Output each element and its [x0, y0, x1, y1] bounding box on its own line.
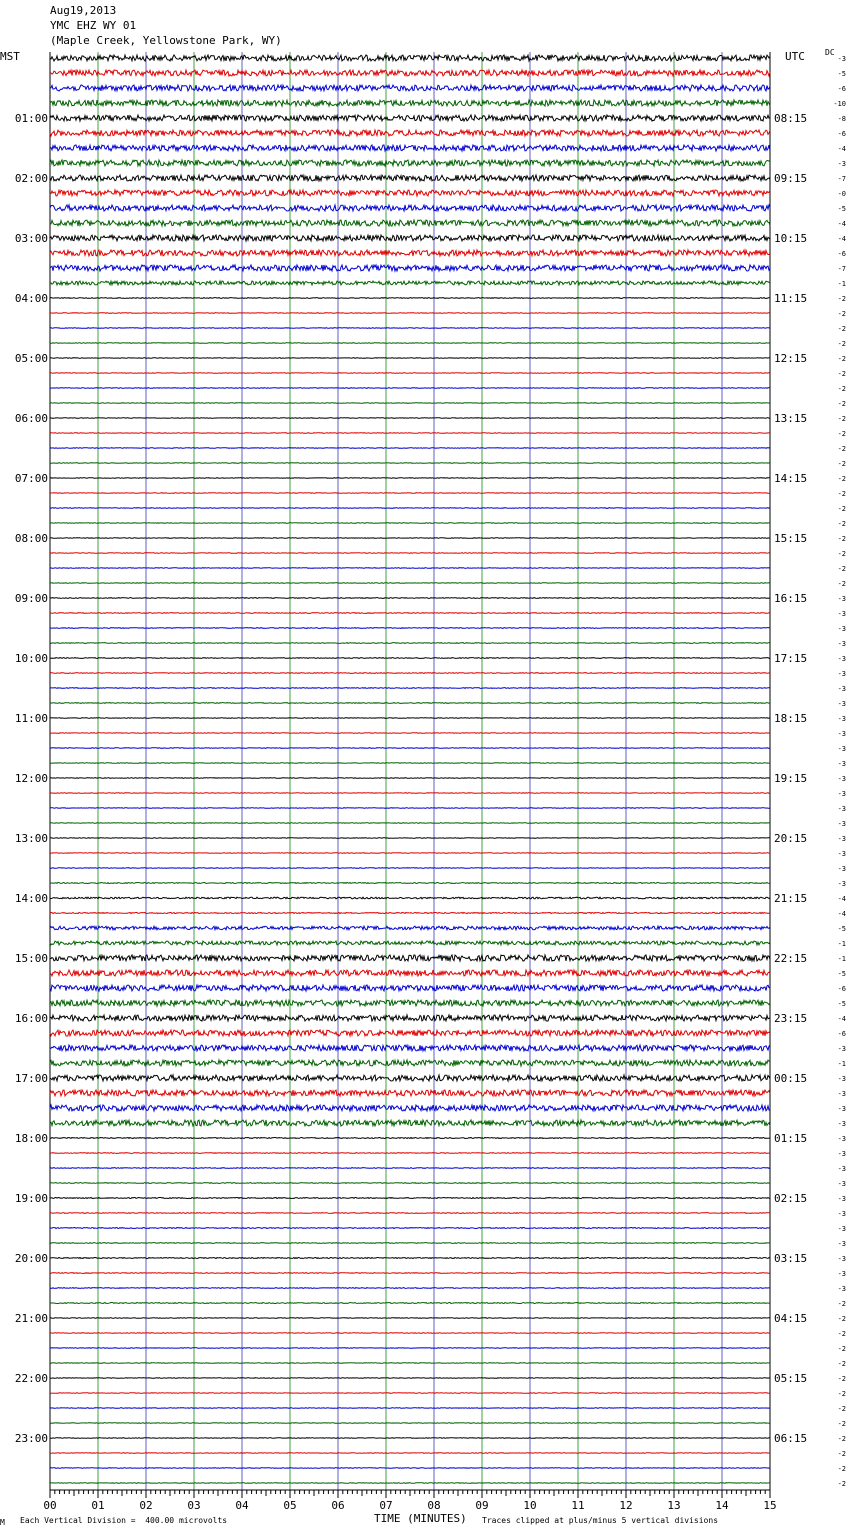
dc-offset-label: -4	[837, 145, 846, 153]
seismic-trace	[50, 70, 770, 76]
dc-offset-label: -3	[837, 790, 846, 798]
corner-mark: M	[0, 1518, 5, 1527]
seismic-trace	[50, 718, 770, 719]
dc-offset-label: -4	[837, 895, 846, 903]
dc-offset-label: -2	[837, 505, 846, 513]
station-code: YMC EHZ WY 01	[50, 19, 137, 32]
right-timezone-label: UTC	[785, 50, 805, 63]
dc-offset-label: -3	[837, 1180, 846, 1188]
mst-hour-label: 19:00	[14, 1192, 48, 1205]
x-tick-label: 09	[475, 1499, 489, 1512]
utc-hour-label: 10:15	[774, 232, 808, 245]
seismic-trace	[50, 1468, 770, 1469]
dc-offset-label: -1	[837, 280, 846, 288]
dc-offset-label: -7	[837, 175, 846, 183]
dc-offset-label: -5	[837, 205, 846, 213]
seismic-trace	[50, 853, 770, 854]
seismic-trace	[50, 1090, 770, 1096]
utc-hour-label: 18:15	[774, 712, 808, 725]
seismic-trace	[50, 1423, 770, 1424]
seismic-trace	[50, 703, 770, 704]
seismic-trace	[50, 955, 770, 961]
x-tick-label: 08	[427, 1499, 441, 1512]
x-tick-label: 05	[283, 1499, 297, 1512]
dc-offset-label: -3	[837, 850, 846, 858]
dc-offset-label: -2	[837, 1480, 846, 1488]
dc-offset-label: -6	[837, 1030, 846, 1038]
seismic-trace	[50, 1015, 770, 1021]
dc-offset-label: -3	[837, 1135, 846, 1143]
mst-hour-label: 01:00	[14, 112, 48, 125]
dc-offset-label: -1	[837, 940, 846, 948]
seismic-trace	[50, 1138, 770, 1139]
seismic-trace	[50, 1075, 770, 1081]
mst-hour-label: 18:00	[14, 1132, 48, 1145]
mst-hour-label: 11:00	[14, 712, 48, 725]
dc-offset-label: -6	[837, 130, 846, 138]
seismic-trace	[50, 985, 770, 991]
dc-offset-label: -3	[837, 1255, 846, 1263]
dc-offset-label: -2	[837, 355, 846, 363]
seismic-trace	[50, 373, 770, 374]
dc-offset-label: -2	[837, 310, 846, 318]
dc-offset-label: -2	[837, 445, 846, 453]
seismic-trace	[50, 643, 770, 644]
dc-offset-label: -3	[837, 820, 846, 828]
seismic-trace	[50, 538, 770, 539]
dc-offset-label: -2	[837, 1450, 846, 1458]
seismic-trace	[50, 1213, 770, 1214]
utc-hour-label: 00:15	[774, 1072, 808, 1085]
dc-offset-label: -3	[837, 1195, 846, 1203]
seismic-trace	[50, 673, 770, 674]
seismic-trace	[50, 55, 770, 61]
dc-offset-label: -8	[837, 115, 846, 123]
seismic-trace	[50, 343, 770, 344]
station-location: (Maple Creek, Yellowstone Park, WY)	[50, 34, 282, 47]
seismic-trace	[50, 778, 770, 779]
seismic-trace	[50, 281, 770, 285]
seismic-trace	[50, 298, 770, 299]
mst-hour-label: 10:00	[14, 652, 48, 665]
seismic-trace	[50, 418, 770, 419]
dc-offset-label: -3	[837, 610, 846, 618]
utc-hour-label: 09:15	[774, 172, 808, 185]
dc-offset-label: -2	[837, 475, 846, 483]
mst-hour-label: 07:00	[14, 472, 48, 485]
seismic-trace	[50, 658, 770, 659]
dc-offset-label: -3	[837, 1120, 846, 1128]
x-tick-label: 14	[715, 1499, 729, 1512]
dc-offset-label: -3	[837, 805, 846, 813]
dc-offset-label: -2	[837, 565, 846, 573]
seismic-trace	[50, 1030, 770, 1036]
seismic-trace	[50, 403, 770, 404]
seismic-trace	[50, 388, 770, 389]
utc-hour-label: 19:15	[774, 772, 808, 785]
x-axis-title: TIME (MINUTES)	[374, 1512, 467, 1525]
utc-hour-label: 04:15	[774, 1312, 808, 1325]
seismic-trace	[50, 1408, 770, 1409]
utc-hour-label: 02:15	[774, 1192, 808, 1205]
dc-offset-label: -2	[837, 535, 846, 543]
dc-offset-label: -3	[837, 670, 846, 678]
seismic-trace	[50, 1363, 770, 1364]
seismic-trace	[50, 688, 770, 689]
dc-offset-label: -6	[837, 985, 846, 993]
seismic-trace	[50, 175, 770, 181]
seismic-trace	[50, 733, 770, 734]
seismic-trace	[50, 1348, 770, 1349]
dc-offset-label: -2	[837, 1390, 846, 1398]
seismic-trace	[50, 220, 770, 226]
dc-offset-label: -3	[837, 835, 846, 843]
utc-hour-label: 15:15	[774, 532, 808, 545]
dc-offset-label: -3	[837, 865, 846, 873]
dc-offset-label: -2	[837, 1360, 846, 1368]
seismic-trace	[50, 808, 770, 809]
dc-offset-label: -3	[837, 700, 846, 708]
seismic-trace	[50, 941, 770, 945]
seismic-trace	[50, 1105, 770, 1111]
dc-offset-label: -2	[837, 580, 846, 588]
dc-offset-label: -4	[837, 235, 846, 243]
utc-hour-label: 22:15	[774, 952, 808, 965]
x-tick-label: 06	[331, 1499, 345, 1512]
seismic-trace	[50, 1153, 770, 1154]
seismic-trace	[50, 145, 770, 151]
mst-hour-label: 02:00	[14, 172, 48, 185]
x-tick-label: 12	[619, 1499, 633, 1512]
seismic-trace	[50, 463, 770, 464]
dc-offset-label: -2	[837, 460, 846, 468]
dc-offset-label: -3	[837, 745, 846, 753]
seismic-trace	[50, 1303, 770, 1304]
seismic-trace	[50, 613, 770, 614]
seismic-trace	[50, 115, 770, 121]
dc-offset-label: -3	[837, 595, 846, 603]
mst-hour-label: 06:00	[14, 412, 48, 425]
utc-hour-label: 21:15	[774, 892, 808, 905]
seismic-trace	[50, 838, 770, 839]
seismic-trace	[50, 1228, 770, 1229]
seismic-trace	[50, 553, 770, 554]
dc-offset-label: -5	[837, 70, 846, 78]
dc-offset-label: -3	[837, 730, 846, 738]
dc-offset-label: -3	[837, 1285, 846, 1293]
seismic-trace	[50, 478, 770, 479]
seismic-trace	[50, 748, 770, 749]
mst-hour-label: 16:00	[14, 1012, 48, 1025]
dc-offset-label: -3	[837, 760, 846, 768]
dc-offset-label: -3	[837, 685, 846, 693]
x-tick-label: 15	[763, 1499, 777, 1512]
dc-offset-label: -3	[837, 1105, 846, 1113]
x-tick-label: 04	[235, 1499, 249, 1512]
dc-offset-label: -2	[837, 400, 846, 408]
x-tick-label: 01	[91, 1499, 105, 1512]
seismic-trace	[50, 1120, 770, 1126]
dc-offset-label: -2	[837, 1375, 846, 1383]
dc-offset-label: -2	[837, 1330, 846, 1338]
vertical-division-note: Each Vertical Division = 400.00 microvolts	[20, 1516, 228, 1525]
dc-offset-label: -1	[837, 1060, 846, 1068]
dc-offset-label: -5	[837, 1000, 846, 1008]
dc-offset-label: -2	[837, 1405, 846, 1413]
dc-offset-label: -3	[837, 55, 846, 63]
dc-offset-label: -3	[837, 655, 846, 663]
mst-hour-label: 14:00	[14, 892, 48, 905]
seismic-trace	[50, 235, 770, 241]
dc-offset-label: -2	[837, 520, 846, 528]
dc-offset-label: -2	[837, 1420, 846, 1428]
dc-offset-label: -3	[837, 640, 846, 648]
seismic-trace	[50, 1438, 770, 1439]
seismic-trace	[50, 358, 770, 359]
x-tick-label: 03	[187, 1499, 201, 1512]
utc-hour-label: 08:15	[774, 112, 808, 125]
seismic-trace	[50, 1183, 770, 1184]
dc-offset-label: -3	[837, 1225, 846, 1233]
dc-offset-label: -3	[837, 775, 846, 783]
utc-hour-label: 03:15	[774, 1252, 808, 1265]
seismic-trace	[50, 883, 770, 884]
seismic-trace	[50, 1198, 770, 1199]
dc-offset-label: -2	[837, 385, 846, 393]
utc-hour-label: 05:15	[774, 1372, 808, 1385]
seismic-trace	[50, 970, 770, 976]
dc-offset-label: -7	[837, 265, 846, 273]
dc-offset-label: -2	[837, 1345, 846, 1353]
mst-hour-label: 15:00	[14, 952, 48, 965]
seismic-trace	[50, 448, 770, 449]
seismic-trace	[50, 328, 770, 329]
seismic-trace	[50, 628, 770, 629]
x-tick-label: 11	[571, 1499, 585, 1512]
seismic-trace	[50, 493, 770, 494]
mst-hour-label: 20:00	[14, 1252, 48, 1265]
dc-offset-label: -3	[837, 1270, 846, 1278]
mst-hour-label: 08:00	[14, 532, 48, 545]
seismic-trace	[50, 85, 770, 91]
dc-offset-label: -2	[837, 1465, 846, 1473]
seismic-trace	[50, 160, 770, 166]
dc-offset-label: -5	[837, 970, 846, 978]
seismic-trace	[50, 130, 770, 136]
dc-offset-label: -0	[837, 190, 846, 198]
utc-hour-label: 20:15	[774, 832, 808, 845]
seismic-trace	[50, 1243, 770, 1244]
mst-hour-label: 12:00	[14, 772, 48, 785]
utc-hour-label: 06:15	[774, 1432, 808, 1445]
mst-hour-label: 05:00	[14, 352, 48, 365]
seismic-trace	[50, 568, 770, 569]
mst-hour-label: 13:00	[14, 832, 48, 845]
dc-offset-label: -3	[837, 880, 846, 888]
left-timezone-label: MST	[0, 50, 20, 63]
seismic-trace	[50, 897, 770, 899]
seismic-trace	[50, 508, 770, 509]
dc-offset-label: -2	[837, 430, 846, 438]
mst-hour-label: 22:00	[14, 1372, 48, 1385]
mst-hour-label: 23:00	[14, 1432, 48, 1445]
seismic-trace	[50, 1318, 770, 1319]
seismic-trace	[50, 1273, 770, 1274]
dc-offset-label: -2	[837, 295, 846, 303]
utc-hour-label: 11:15	[774, 292, 808, 305]
x-tick-label: 00	[43, 1499, 57, 1512]
seismic-trace	[50, 1000, 770, 1006]
dc-offset-label: -3	[837, 160, 846, 168]
dc-offset-label: -2	[837, 325, 846, 333]
mst-hour-label: 17:00	[14, 1072, 48, 1085]
mst-hour-label: 03:00	[14, 232, 48, 245]
dc-offset-label: -3	[837, 1150, 846, 1158]
dc-offset-label: -2	[837, 1435, 846, 1443]
dc-offset-label: -3	[837, 1075, 846, 1083]
dc-offset-label: -10	[833, 100, 846, 108]
utc-hour-label: 13:15	[774, 412, 808, 425]
seismic-trace	[50, 1483, 770, 1484]
seismic-trace	[50, 1258, 770, 1259]
seismic-trace	[50, 523, 770, 524]
dc-offset-label: -3	[837, 715, 846, 723]
x-tick-label: 10	[523, 1499, 537, 1512]
seismic-trace	[50, 1060, 770, 1066]
utc-hour-label: 16:15	[774, 592, 808, 605]
dc-offset-label: -2	[837, 340, 846, 348]
utc-hour-label: 01:15	[774, 1132, 808, 1145]
seismic-trace	[50, 912, 770, 913]
dc-offset-label: -4	[837, 1015, 846, 1023]
seismic-trace	[50, 190, 770, 196]
dc-offset-label: -3	[837, 1210, 846, 1218]
dc-offset-label: -3	[837, 1165, 846, 1173]
seismic-trace	[50, 250, 770, 256]
utc-hour-label: 23:15	[774, 1012, 808, 1025]
dc-offset-label: -3	[837, 1045, 846, 1053]
utc-hour-label: 17:15	[774, 652, 808, 665]
x-tick-label: 07	[379, 1499, 393, 1512]
seismic-trace	[50, 1453, 770, 1454]
dc-offset-label: -2	[837, 370, 846, 378]
dc-offset-label: -1	[837, 955, 846, 963]
seismic-trace	[50, 926, 770, 930]
clipping-note: Traces clipped at plus/minus 5 vertical divisions	[482, 1516, 719, 1525]
dc-offset-label: -2	[837, 550, 846, 558]
dc-offset-label: -4	[837, 220, 846, 228]
dc-offset-label: -2	[837, 1300, 846, 1308]
dc-offset-label: -2	[837, 415, 846, 423]
seismic-trace	[50, 823, 770, 824]
seismic-trace	[50, 868, 770, 869]
utc-hour-label: 12:15	[774, 352, 808, 365]
x-tick-label: 02	[139, 1499, 153, 1512]
seismic-trace	[50, 1333, 770, 1334]
seismic-trace	[50, 763, 770, 764]
seismic-trace	[50, 1288, 770, 1289]
dc-offset-label: -3	[837, 625, 846, 633]
dc-offset-label: -3	[837, 1090, 846, 1098]
dc-offset-label: -5	[837, 925, 846, 933]
seismic-trace	[50, 313, 770, 314]
seismic-trace	[50, 265, 770, 271]
seismic-trace	[50, 1393, 770, 1394]
utc-hour-label: 14:15	[774, 472, 808, 485]
x-tick-label: 13	[667, 1499, 681, 1512]
seismic-trace	[50, 1168, 770, 1169]
seismic-trace	[50, 1045, 770, 1051]
mst-hour-label: 09:00	[14, 592, 48, 605]
seismic-trace	[50, 100, 770, 106]
dc-offset-label: -3	[837, 1240, 846, 1248]
seismic-trace	[50, 583, 770, 584]
seismic-trace	[50, 433, 770, 434]
dc-offset-label: -6	[837, 250, 846, 258]
dc-offset-label: -2	[837, 1315, 846, 1323]
seismic-trace	[50, 1378, 770, 1379]
seismic-trace	[50, 793, 770, 794]
plot-date: Aug19,2013	[50, 4, 117, 17]
dc-offset-header: DC	[825, 48, 835, 57]
seismic-trace	[50, 205, 770, 211]
mst-hour-label: 04:00	[14, 292, 48, 305]
dc-offset-label: -2	[837, 490, 846, 498]
seismic-trace	[50, 598, 770, 599]
dc-offset-label: -6	[837, 85, 846, 93]
mst-hour-label: 21:00	[14, 1312, 48, 1325]
dc-offset-label: -4	[837, 910, 846, 918]
